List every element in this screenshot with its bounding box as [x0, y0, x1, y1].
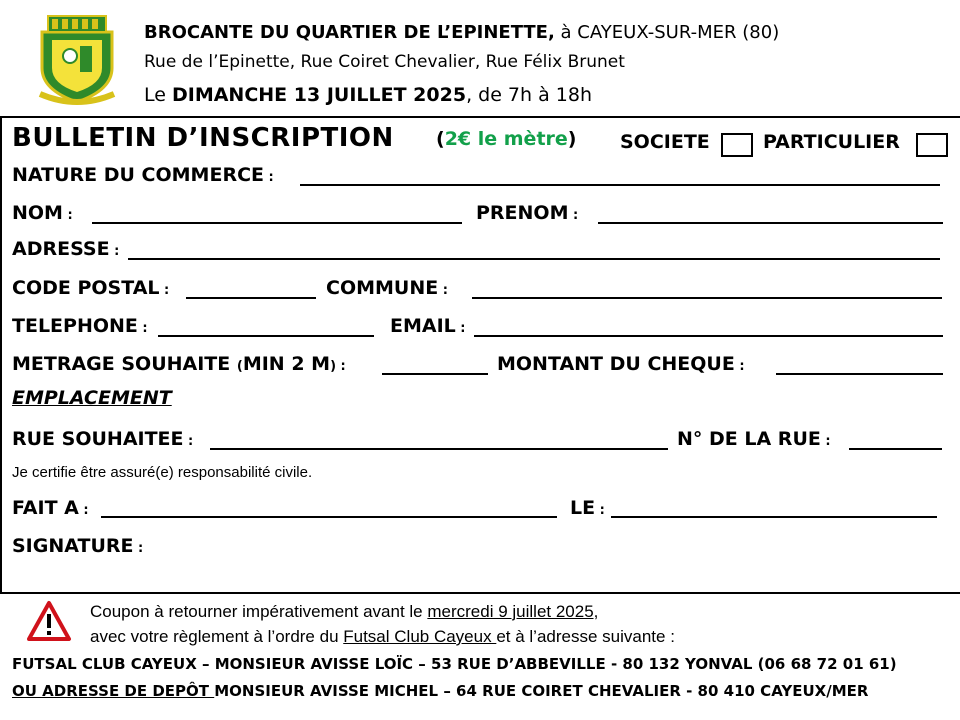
emplacement-heading: EMPLACEMENT — [12, 387, 172, 409]
nom-label: NOM : — [12, 202, 73, 224]
rue-label: RUE SOUHAITEE : — [12, 428, 194, 450]
signature-label: SIGNATURE : — [12, 535, 144, 557]
societe-checkbox[interactable] — [721, 133, 753, 157]
metrage-field[interactable] — [382, 373, 488, 375]
return-notice: Coupon à retourner impérativement avant le mercredi 9 juillet 2025, — [90, 602, 599, 621]
event-date: Le DIMANCHE 13 JUILLET 2025, de 7h à 18h — [144, 84, 593, 106]
event-streets: Rue de l’Epinette, Rue Coiret Chevalier, Rue Félix Brunet — [144, 52, 625, 72]
club-crest-icon — [34, 10, 120, 106]
divider-bottom — [0, 592, 960, 594]
montant-field[interactable] — [776, 373, 943, 375]
adresse-field[interactable] — [128, 258, 940, 260]
nature-field[interactable] — [300, 184, 940, 186]
nature-label: NATURE DU COMMERCE : — [12, 164, 274, 186]
insurance-statement: Je certifie être assuré(e) responsabilité civile. — [12, 464, 313, 481]
code-postal-field[interactable] — [186, 297, 316, 299]
adresse-label: ADRESSE : — [12, 238, 120, 260]
form-title: BULLETIN D’INSCRIPTION — [12, 123, 394, 153]
le-field[interactable] — [611, 516, 937, 518]
commune-field[interactable] — [472, 297, 942, 299]
warning-triangle-icon — [26, 600, 72, 642]
fait-a-field[interactable] — [101, 516, 557, 518]
fait-a-label: FAIT A : — [12, 497, 89, 519]
montant-label: MONTANT DU CHEQUE : — [497, 353, 745, 375]
particulier-checkbox[interactable] — [916, 133, 948, 157]
le-label: LE : — [570, 497, 605, 519]
prenom-label: PRENOM : — [476, 202, 579, 224]
email-label: EMAIL : — [390, 315, 466, 337]
code-postal-label: CODE POSTAL : — [12, 277, 170, 299]
numero-label: N° DE LA RUE : — [677, 428, 831, 450]
particulier-label: PARTICULIER — [763, 131, 900, 153]
form-left-border — [0, 116, 2, 594]
prenom-field[interactable] — [598, 222, 943, 224]
metrage-label: METRAGE SOUHAITE (MIN 2 M) : — [12, 353, 346, 375]
numero-field[interactable] — [849, 448, 942, 450]
payment-notice: avec votre règlement à l’ordre du Futsal Club Cayeux et à l’adresse suivante : — [90, 627, 675, 646]
price-note: (2€ le mètre) — [436, 128, 577, 150]
drop-off-address: OU ADRESSE DE DEPÔT MONSIEUR AVISSE MICHEL – 64 RUE COIRET CHEVALIER - 80 410 CAYEUX/MER — [12, 682, 869, 700]
email-field[interactable] — [474, 335, 943, 337]
commune-label: COMMUNE : — [326, 277, 448, 299]
societe-label: SOCIETE — [620, 131, 710, 153]
mailing-address: FUTSAL CLUB CAYEUX – MONSIEUR AVISSE LOÏC – 53 RUE D’ABBEVILLE - 80 132 YONVAL (06 68 72 01 61) — [12, 655, 897, 673]
telephone-label: TELEPHONE : — [12, 315, 148, 337]
nom-field[interactable] — [92, 222, 462, 224]
telephone-field[interactable] — [158, 335, 374, 337]
rue-field[interactable] — [210, 448, 668, 450]
event-title: BROCANTE DU QUARTIER DE L’EPINETTE, à CAYEUX-SUR-MER (80) — [144, 22, 780, 43]
divider-top — [0, 116, 960, 118]
